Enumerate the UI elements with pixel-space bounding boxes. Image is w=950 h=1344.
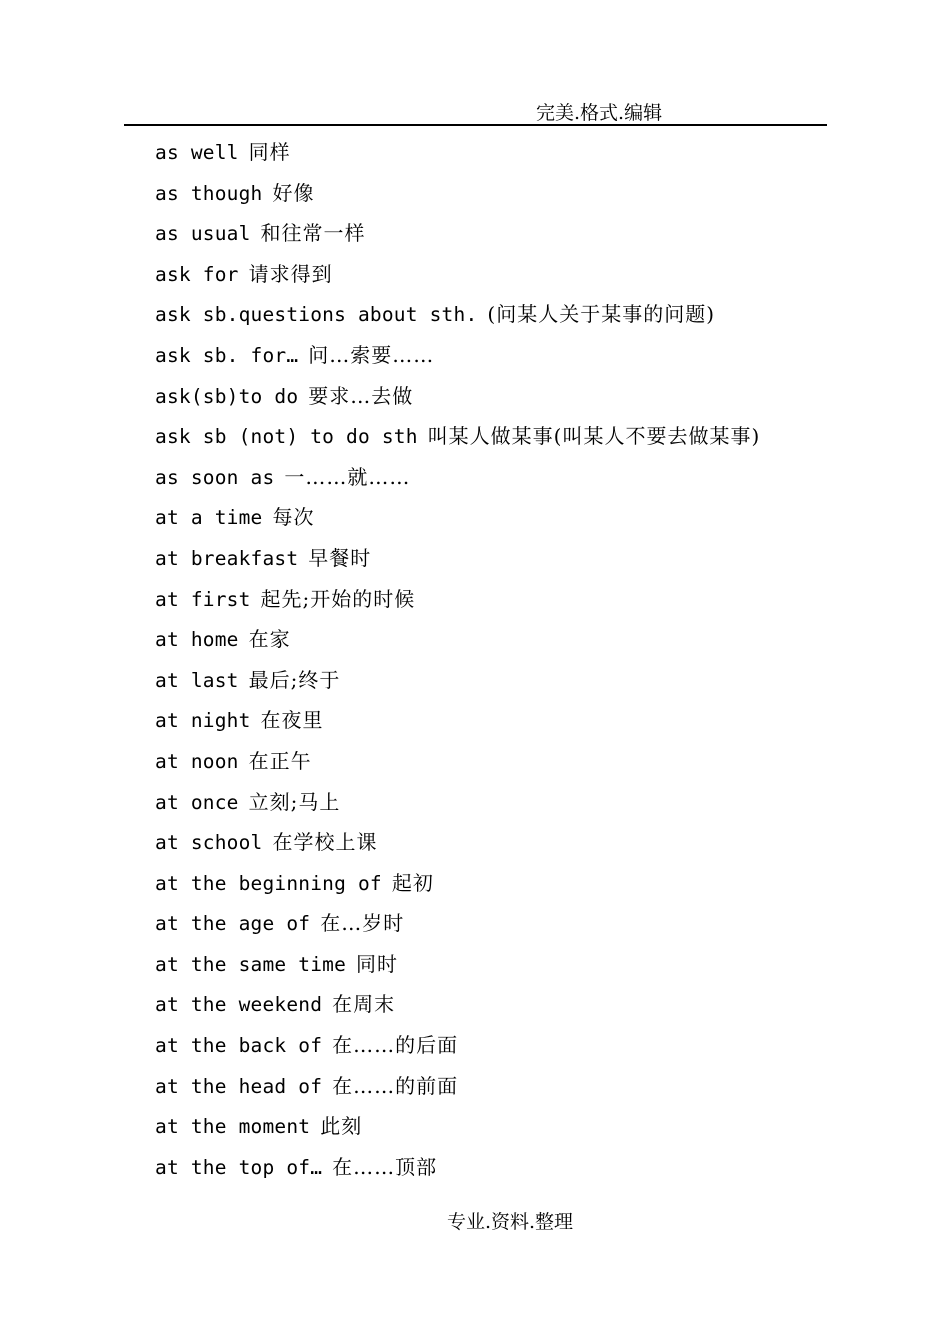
phrase-english: ask for: [155, 262, 239, 286]
phrase-english: as well: [155, 141, 239, 164]
phrase-english: at the top of…: [155, 1155, 323, 1179]
page-header: 完美.格式.编辑: [536, 102, 663, 124]
list-item: [155, 903, 760, 944]
phrase-english: at the weekend: [155, 993, 323, 1017]
phrase-english: at night: [155, 709, 251, 733]
phrase-chinese: 在……顶部: [332, 1154, 438, 1179]
list-item: [155, 619, 760, 660]
phrase-gap: [251, 589, 261, 611]
phrase-chinese: 在学校上课: [272, 830, 378, 855]
phrase-chinese: 一……就……: [284, 464, 411, 489]
phrase-chinese: 在夜里: [260, 708, 324, 733]
phrase-gap: [418, 426, 428, 448]
phrase-list: [155, 132, 760, 1187]
phrase-english: at the back of: [155, 1034, 323, 1058]
phrase-chinese: 在正午: [248, 748, 312, 773]
phrase-gap: [298, 386, 308, 408]
phrase-gap: [262, 183, 272, 205]
phrase-gap: [322, 1157, 332, 1179]
phrase-gap: [346, 954, 356, 976]
phrase-gap: [251, 710, 261, 732]
phrase-gap: [322, 994, 332, 1016]
phrase-gap: [310, 913, 320, 935]
list-item: [155, 416, 760, 457]
list-item: [155, 1066, 760, 1107]
phrase-chinese: 在…岁时: [320, 911, 405, 936]
header-rule: [124, 124, 827, 126]
list-item: [155, 213, 760, 254]
phrase-chinese: 同样: [248, 140, 291, 164]
phrase-gap: [274, 467, 284, 489]
phrase-english: at the same time: [155, 952, 347, 976]
page-footer: 专业.资料.整理: [446, 1211, 574, 1233]
phrase-english: at home: [155, 628, 239, 652]
phrase-chinese: 问…索要……: [308, 342, 435, 367]
list-item: [155, 863, 760, 904]
phrase-english: ask sb.questions about sth.: [155, 303, 478, 327]
phrase-gap: [239, 751, 249, 773]
phrase-chinese: 此刻: [320, 1114, 363, 1139]
phrase-gap: [477, 304, 487, 326]
phrase-english: at last: [155, 668, 239, 692]
phrase-chinese: 在……的后面: [332, 1033, 459, 1058]
phrase-gap: [239, 629, 249, 651]
phrase-gap: [262, 832, 272, 854]
phrase-chinese: 立刻;马上: [248, 789, 341, 814]
phrase-gap: [298, 345, 308, 367]
phrase-english: ask sb (not) to do sth: [155, 425, 418, 449]
phrase-english: at first: [155, 587, 251, 611]
phrase-chinese: 起先;开始的时候: [260, 586, 416, 611]
phrase-english: at school: [155, 831, 263, 855]
phrase-chinese: 每次: [272, 505, 315, 530]
phrase-english: at noon: [155, 749, 239, 773]
phrase-chinese: 同时: [356, 951, 399, 976]
phrase-english: as though: [155, 181, 263, 205]
phrase-chinese: 和往常一样: [260, 221, 366, 246]
phrase-english: ask sb. for…: [155, 343, 299, 367]
list-item: [155, 579, 760, 620]
phrase-chinese: 请求得到: [248, 261, 333, 286]
phrase-english: at once: [155, 790, 239, 814]
phrase-english: at a time: [155, 506, 263, 530]
list-item: [155, 335, 760, 376]
phrase-chinese: 在……的前面: [332, 1073, 459, 1098]
list-item: [155, 660, 760, 701]
phrase-gap: [262, 507, 272, 529]
phrase-gap: [239, 264, 249, 286]
list-item: [155, 741, 760, 782]
phrase-english: as usual: [155, 222, 251, 246]
list-item: [155, 457, 760, 498]
list-item: [155, 944, 760, 985]
list-item: [155, 984, 760, 1025]
phrase-english: at the age of: [155, 912, 311, 936]
phrase-chinese: 在家: [248, 627, 291, 652]
phrase-chinese: 早餐时: [308, 545, 372, 570]
phrase-chinese: 在周末: [332, 992, 396, 1017]
phrase-english: at the beginning of: [155, 871, 382, 895]
phrase-chinese: 叫某人做某事(叫某人不要去做某事): [427, 424, 761, 449]
phrase-gap: [251, 223, 261, 245]
list-item: [155, 1106, 760, 1147]
list-item: [155, 376, 760, 417]
phrase-gap: [298, 548, 308, 570]
phrase-gap: [382, 873, 392, 895]
phrase-english: at breakfast: [155, 546, 299, 570]
phrase-english: as soon as: [155, 465, 275, 489]
list-item: [155, 497, 760, 538]
phrase-gap: [239, 670, 249, 692]
phrase-english: ask(sb)to do: [155, 384, 299, 408]
phrase-gap: [322, 1035, 332, 1057]
phrase-chinese: (问某人关于某事的问题): [487, 302, 715, 327]
phrase-english: at the head of: [155, 1074, 323, 1098]
phrase-gap: [239, 792, 249, 814]
phrase-gap: [322, 1076, 332, 1098]
list-item: [155, 700, 760, 741]
phrase-gap: [310, 1116, 320, 1138]
list-item: [155, 173, 760, 214]
phrase-chinese: 要求…去做: [308, 383, 414, 408]
phrase-chinese: 起初: [391, 870, 434, 895]
list-item: [155, 294, 760, 335]
list-item: [155, 254, 760, 295]
list-item: [155, 538, 760, 579]
phrase-chinese: 好像: [272, 180, 315, 205]
phrase-chinese: 最后;终于: [248, 667, 341, 692]
list-item: [155, 1147, 760, 1188]
list-item: [155, 132, 760, 173]
list-item: [155, 1025, 760, 1066]
phrase-english: at the moment: [155, 1115, 311, 1139]
list-item: [155, 782, 760, 823]
phrase-gap: [239, 142, 249, 164]
list-item: [155, 822, 760, 863]
